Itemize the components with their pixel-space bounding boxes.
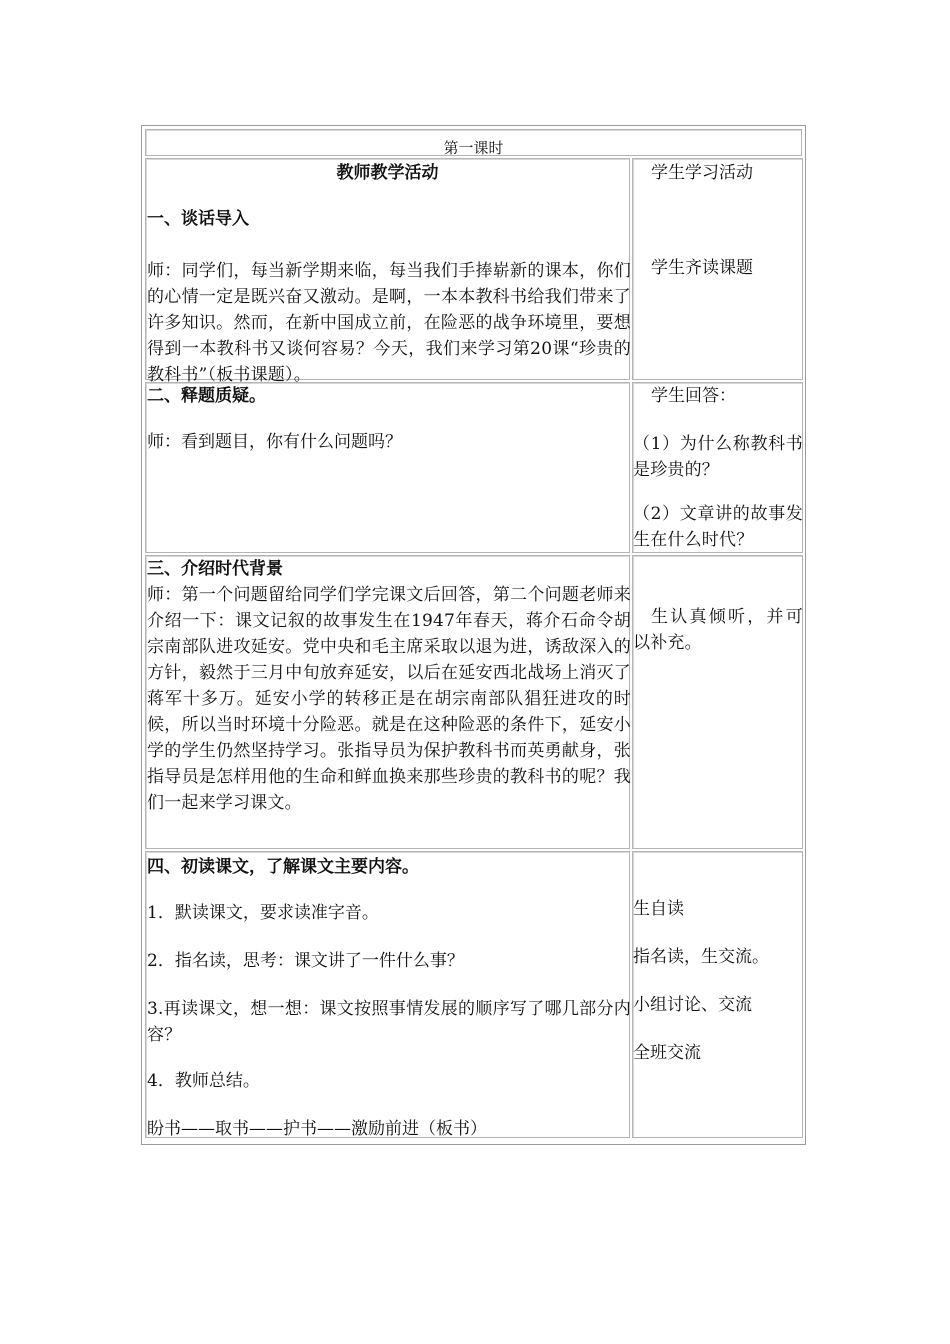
section-3-heading: 三、介绍时代背景: [147, 559, 283, 579]
session-title: 第一课时: [443, 139, 504, 157]
section-2-student-question-1: （1）为什么称教科书是珍贵的？: [633, 434, 803, 480]
student-cell-1: [632, 158, 803, 380]
section-4-board-summary: 盼书——取书——护书——激励前进（板书）: [147, 1119, 487, 1139]
section-4-item-4: 4．教师总结。: [147, 1071, 260, 1091]
section-4-student-4: 全班交流: [633, 1043, 701, 1063]
section-4-item-1: 1．默读课文，要求读准字音。: [147, 903, 379, 923]
section-1-teacher-text: 师：同学们，每当新学期来临，每当我们手捧崭新的课本，你们的心情一定是既兴奋又激动。是啊，一本本教科书给我们带来了许多知识。然而，在新中国成立前，在险恶的战争环境里，要想得到一本教科书又谈何容易？今天，我们来学习第20课“珍贵的教科书”（板书课题）。: [147, 261, 631, 385]
section-4-student-2: 指名读，生交流。: [633, 947, 769, 967]
teacher-cell-4: [145, 851, 630, 1138]
section-3-teacher-text: 师：第一个问题留给同学们学完课文后回答，第二个问题老师来介绍一下：课文记叙的故事发生在1947年春天，蒋介石命令胡宗南部队进攻延安。党中央和毛主席采取以退为进，诱敌深入的方针，毅然于三月中旬放弃延安，以后在延安西北战场上消灭了蒋军十多万。延安小学的转移正是在胡宗南部队猖狂进攻的时候，所以当时环境十分险恶。就是在这种险恶的条件下，延安小学的学生仍然坚持学习。张指导员为保护教科书而英勇献身，张指导员是怎样用他的生命和鲜血换来那些珍贵的教科书的呢？我们一起来学习课文。: [147, 585, 631, 813]
section-1-student-text: 学生齐读课题: [651, 258, 753, 278]
section-2-student-question-2: （2）文章讲的故事发生在什么时代？: [633, 504, 803, 550]
section-4-item-3: 3.再读课文，想一想：课文按照事情发展的顺序写了哪几部分内容？: [147, 999, 631, 1045]
section-2-teacher-text: 师：看到题目，你有什么问题吗？: [147, 432, 402, 452]
teacher-cell-2: [145, 382, 630, 553]
section-4-heading: 四、初读课文，了解课文主要内容。: [147, 857, 419, 877]
student-cell-3: [632, 555, 803, 849]
section-1-heading: 一、谈话导入: [147, 209, 249, 229]
student-cell-4: [632, 851, 803, 1138]
section-2-student-intro: 学生回答：: [651, 386, 736, 406]
section-4-item-2: 2．指名读，思考：课文讲了一件什么事？: [147, 951, 464, 971]
section-2-heading: 二、释题质疑。: [147, 386, 266, 406]
session-header-cell: [145, 129, 802, 156]
teacher-cell-3: [145, 555, 630, 849]
section-4-student-3: 小组讨论、交流: [633, 995, 752, 1015]
student-cell-2: [632, 382, 803, 553]
section-3-student-text: 生认真倾听，并可以补充。: [633, 607, 803, 653]
lesson-plan-table: [141, 125, 806, 1145]
teacher-cell-1: [145, 158, 631, 385]
student-column-heading: 学生学习活动: [651, 163, 753, 183]
teacher-column-heading: 教师教学活动: [336, 163, 439, 183]
section-4-student-1: 生自读: [633, 899, 684, 919]
